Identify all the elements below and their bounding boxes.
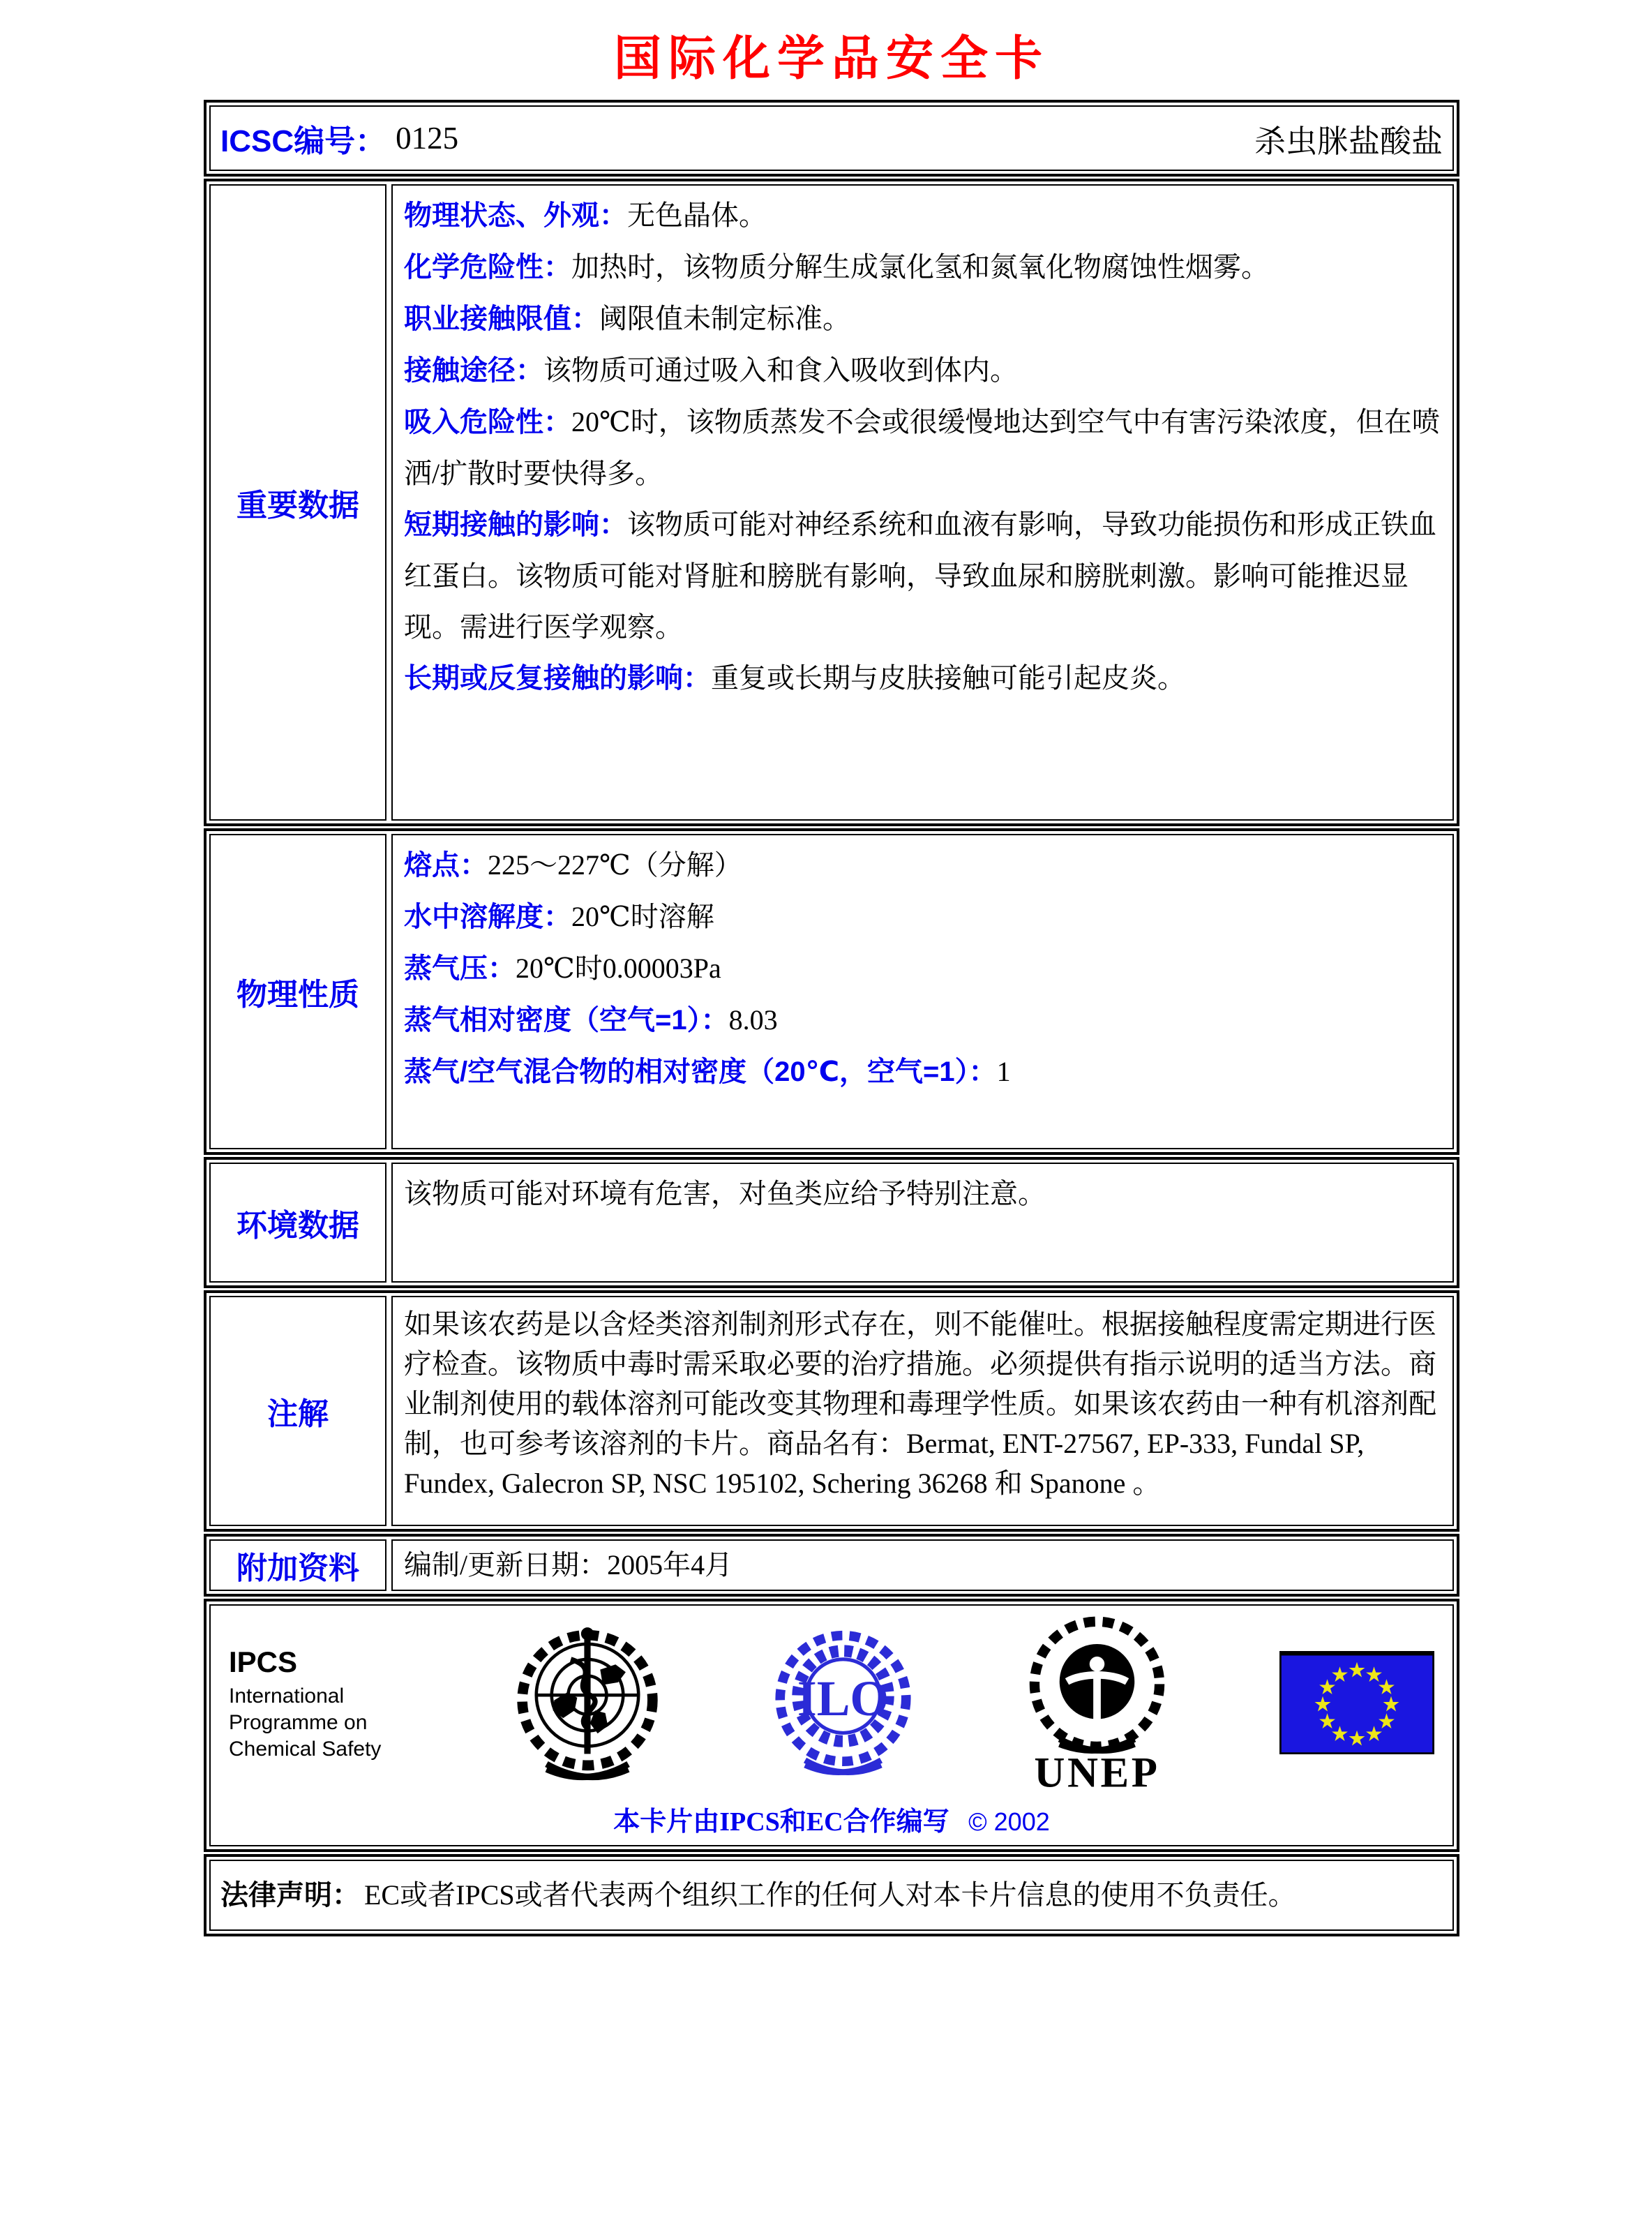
item-text: 无色晶体。 [627,200,767,231]
important-item [404,293,1441,345]
additional-info-text: 编制/更新日期：2005年4月 [404,1549,733,1581]
important-item [404,345,1441,396]
item-text: 加热时，该物质分解生成氯化氢和氮氧化物腐蚀性烟雾。 [571,251,1269,283]
item-label: 吸入危险性： [404,407,571,438]
section-content-physical-properties [391,834,1454,1149]
eu-flag-icon [1279,1651,1434,1758]
section-content-additional-info [391,1539,1454,1591]
physical-item [404,943,1441,994]
legal-label: 法律声明： [220,1880,360,1911]
icsc-number-label: ICSC编号： [220,124,386,158]
notes-text: 如果该农药是以含烃类溶剂制剂形式存在，则不能催吐。根据接触程度需定期进行医疗检查。该物质中毒时需采取必要的治疗措施。必须提供有指示说明的适当方法。商业制剂使用的载体溶剂可能改变其物理和毒理学性质。如果该农药由一种有机溶剂配制，也可参考该溶剂的卡片。商品名有：Bermat, ENT-27567, EP-333, Fundal SP, Fundex, Galecron SP, NSC 195102, Schering 36268 和 Spanone 。 [404,1308,1436,1499]
important-item [404,241,1441,293]
legal-row [204,1854,1459,1936]
footer-row [204,1599,1459,1852]
item-text: 该物质可能对神经系统和血液有影响，导致功能损伤和形成正铁血红蛋白。该物质可能对肾脏和膀胱有影响，导致血尿和膀胱刺激。影响可能推迟显现。需进行医学观察。 [404,509,1436,643]
unep-letters: UNEP [1034,1749,1160,1794]
section-row-notes [204,1290,1459,1532]
footer-caption-text: 本卡片由IPCS和EC合作编写 [613,1807,949,1837]
item-label: 化学危险性： [404,252,571,283]
item-label: 接触途径： [404,355,543,386]
chemical-name: 杀虫脒盐酸盐 [1254,124,1443,159]
item-text: 225～227℃（分解） [488,849,742,881]
page-title: 国际化学品安全卡 [613,32,1049,85]
legal-cell [209,1860,1454,1931]
section-row-environmental-data [204,1157,1459,1288]
section-content-notes [391,1296,1454,1526]
important-item [404,190,1441,241]
item-label: 水中溶解度： [404,902,571,932]
important-item [404,652,1441,704]
item-label: 蒸气/空气混合物的相对密度（20℃，空气=1）： [404,1056,997,1087]
section-label-additional-info: 附加资料 [209,1539,386,1591]
environment-text: 该物质可能对环境有危害，对鱼类应给予特别注意。 [404,1178,1046,1209]
item-label: 物理状态、外观： [404,200,627,231]
item-text: 20℃时0.00003Pa [516,953,721,984]
logos-row [229,1614,1434,1794]
physical-item [404,891,1441,943]
footer-caption [229,1800,1434,1838]
item-label: 熔点： [404,850,488,881]
physical-item [404,994,1441,1046]
icsc-number-value: 0125 [396,121,459,156]
icsc-number-group [220,116,458,160]
footer-copyright: © 2002 [968,1807,1050,1836]
item-label: 短期接触的影响： [404,509,627,540]
ilo-logo-icon [772,1622,915,1786]
important-item [404,396,1441,499]
unep-figure [1060,1644,1135,1719]
item-label: 职业接触限值： [404,304,599,334]
unep-logo-icon [1022,1614,1172,1794]
section-label-important-data: 重要数据 [209,184,386,821]
header-row [204,100,1459,177]
header-cell [209,105,1454,171]
item-label: 长期或反复接触的影响： [404,663,711,694]
section-content-environmental-data [391,1163,1454,1283]
item-label: 蒸气相对密度（空气=1）： [404,1005,729,1036]
ipcs-title: IPCS [229,1645,298,1678]
item-text: 8.03 [728,1004,778,1036]
section-content-important-data [391,184,1454,821]
physical-item [404,839,1441,891]
item-text: 20℃时溶解 [571,901,714,932]
ipcs-line: International [229,1685,345,1708]
item-text: 20℃时，该物质蒸发不会或很缓慢地达到空气中有害污染浓度，但在喷洒/扩散时要快得多。 [404,406,1440,489]
section-label-physical-properties: 物理性质 [209,834,386,1149]
item-text: 重复或长期与皮肤接触可能引起皮炎。 [711,662,1185,694]
legal-text: EC或者IPCS或者代表两个组织工作的任何人对本卡片信息的使用不负责任。 [364,1879,1296,1911]
ipcs-line: Chemical Safety [229,1738,382,1761]
ipcs-line: Programme on [229,1711,368,1734]
section-label-environmental-data: 环境数据 [209,1163,386,1283]
section-row-physical-properties [204,828,1459,1155]
item-text: 阈限值未制定标准。 [599,303,850,334]
item-label: 蒸气压： [404,953,516,984]
footer-cell [209,1604,1454,1846]
physical-item [404,1046,1441,1098]
ipcs-text-block [229,1645,403,1763]
section-label-notes: 注解 [209,1296,386,1526]
safety-card [204,100,1459,1936]
important-item [404,499,1441,652]
section-row-additional-info [204,1534,1459,1597]
section-row-important-data [204,179,1459,826]
item-text: 该物质可通过吸入和食入吸收到体内。 [543,354,1018,386]
item-text: 1 [996,1056,1011,1087]
who-logo-icon [511,1621,664,1787]
ilo-letters: ILO [797,1671,889,1726]
